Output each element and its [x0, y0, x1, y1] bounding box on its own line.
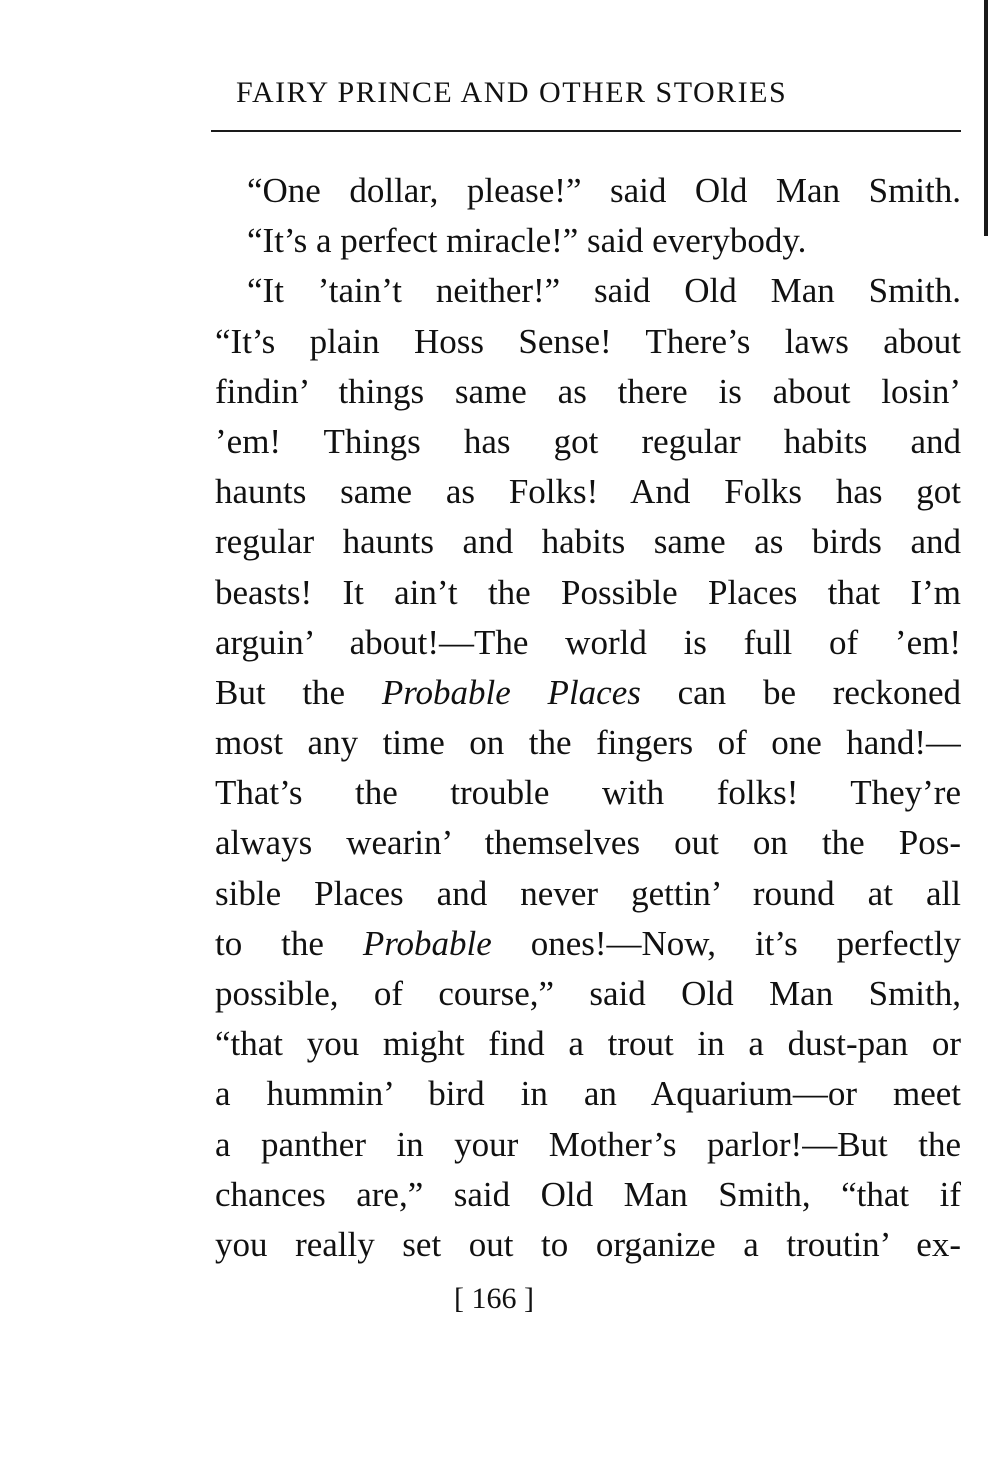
- text-line: “that you might find a trout in a dust-pan or: [215, 1024, 961, 1064]
- italic-phrase: Probable Places: [381, 672, 641, 712]
- text-line: [215, 919, 961, 969]
- text-line: beasts! It ain’t the Possible Places that I’m: [215, 572, 961, 612]
- text-line: ’em! Things has got regular habits and: [215, 421, 961, 461]
- text-line: most any time on the fingers of one hand!—: [215, 723, 961, 763]
- text-line: findin’ things same as there is about losin’: [215, 371, 961, 411]
- page-number: [ 166 ]: [454, 1282, 534, 1315]
- text-line: a hummin’ bird in an Aquarium—or meet: [215, 1074, 961, 1114]
- text-line: sible Places and never gettin’ round at all: [215, 873, 961, 913]
- text-segment: to the: [215, 923, 363, 963]
- text-line: That’s the trouble with folks! They’re: [215, 773, 961, 813]
- page-edge-line: [984, 0, 988, 236]
- italic-phrase: Probable: [362, 923, 492, 963]
- text-line: haunts same as Folks! And Folks has got: [215, 472, 961, 512]
- text-segment: But the: [215, 672, 382, 712]
- header-rule: [211, 130, 961, 132]
- text-segment: ones!—Now, it’s perfectly: [491, 923, 961, 963]
- body-text: [215, 166, 961, 1270]
- text-line: chances are,” said Old Man Smith, “that if: [215, 1174, 961, 1214]
- text-line: always wearin’ themselves out on the Pos-: [215, 823, 961, 863]
- text-line: possible, of course,” said Old Man Smith,: [215, 974, 961, 1013]
- text-line: regular haunts and habits same as birds and: [215, 522, 961, 562]
- running-head: FAIRY PRINCE AND OTHER STORIES: [236, 76, 788, 109]
- text-line: “One dollar, please!” said Old Man Smith.: [247, 171, 961, 210]
- text-line: a panther in your Mother’s parlor!—But the: [215, 1124, 961, 1164]
- text-line: “It ’tain’t neither!” said Old Man Smith.: [247, 271, 961, 311]
- text-line: arguin’ about!—The world is full of ’em!: [215, 622, 961, 662]
- text-line: [215, 668, 961, 718]
- text-line: “It’s a perfect miracle!” said everybody.: [247, 221, 807, 261]
- text-line: you really set out to organize a troutin’ ex-: [215, 1224, 961, 1264]
- text-line: “It’s plain Hoss Sense! There’s laws about: [215, 321, 961, 361]
- text-segment: can be reckoned: [640, 672, 961, 712]
